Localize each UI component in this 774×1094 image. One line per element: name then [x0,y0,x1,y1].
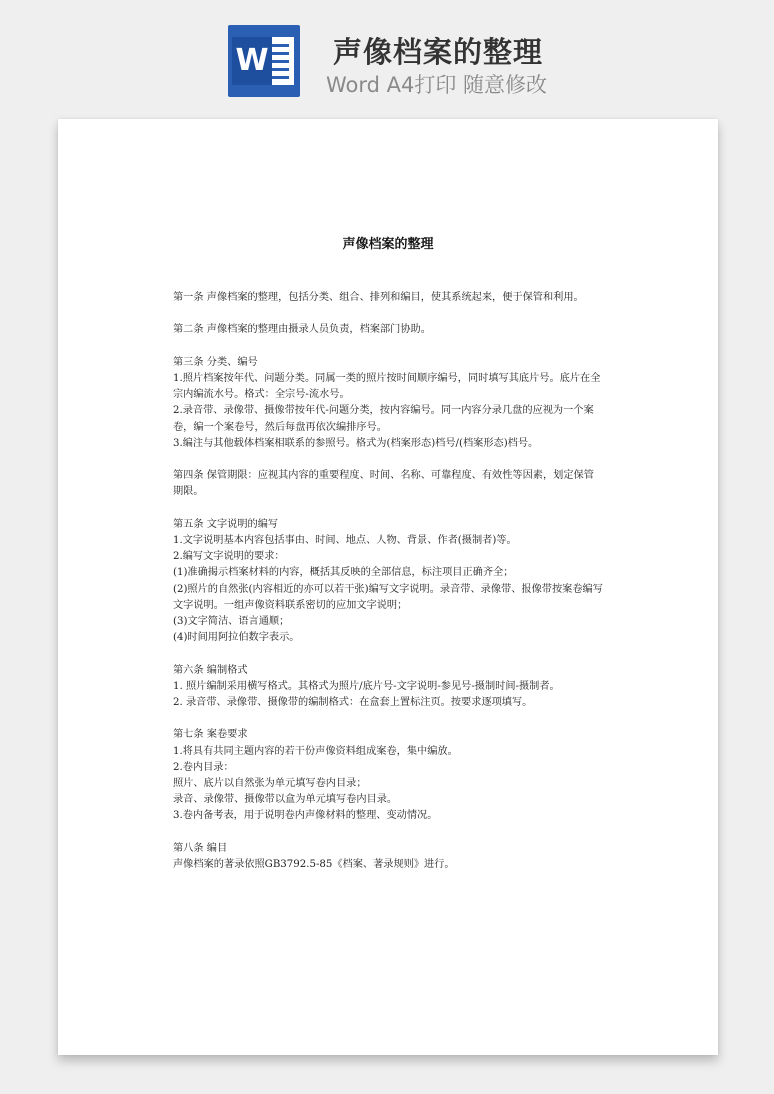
document-paragraph [173,727,603,824]
paragraph-line: 第七条 案卷要求 [173,729,248,741]
paragraph-line: 1.文字说明基本内容包括事由、时间、地点、人物、背景、作者(摄制者)等。 [173,534,517,546]
paragraph-line: 第四条 保管期限：应视其内容的重要程度、时间、名称、可靠程度、有效性等因素，划定保管期限。 [173,470,594,498]
document-paragraph [173,355,603,452]
paragraph-line: 第三条 分类、编号 [173,356,258,368]
document-page [58,119,718,1055]
document-paragraph [173,322,603,338]
header-banner [0,0,774,110]
paragraph-line: 3.卷内备考表，用于说明卷内声像材料的整理、变动情况。 [173,810,438,822]
document-body [173,290,603,873]
paragraph-line: 2.录音带、录像带、摄像带按年代-问题分类，按内容编号。同一内容分录几盘的应视为一个案卷，编一个案卷号，然后每盘再依次编排序号。 [173,405,594,433]
paragraph-line: 1.将具有共同主题内容的若干份声像资料组成案卷，集中编放。 [173,745,458,757]
paragraph-line: (2)照片的自然张(内容相近的亦可以若干张)编写文字说明。录音带、录像带、报像带按案卷编写文字说明。一组声像资料联系密切的应加文字说明； [173,583,603,611]
text-line-icon [269,44,289,47]
document-paragraph [173,663,603,712]
paragraph-line: (4)时间用阿拉伯数字表示。 [173,632,300,644]
paragraph-line: 第八条 编目 [173,842,228,854]
paragraph-line: 第五条 文字说明的编写 [173,518,279,530]
document-title: 声像档案的整理 [342,237,434,252]
text-line-icon [269,76,289,79]
paragraph-line: 3.编注与其他载体档案相联系的参照号。格式为(档案形态)档号/(档案形态)档号。 [173,437,539,449]
paragraph-line: 第六条 编制格式 [173,664,248,676]
paragraph-line: (1)准确揭示档案材料的内容，概括其反映的全部信息，标注项目正确齐全； [173,567,514,579]
text-line-icon [269,52,289,55]
banner-title: 声像档案的整理 [333,35,544,69]
word-document-icon [228,25,300,97]
paragraph-line: 照片、底片以自然张为单元填写卷内目录； [173,778,367,789]
document-paragraph [173,468,603,500]
paragraph-line: 2.卷内目录： [173,761,234,773]
paragraph-line: 第一条 声像档案的整理，包括分类、组合、排列和编目，使其系统起来，便于保管和利用。 [173,292,584,303]
paragraph-line: 声像档案的著录依照GB3792.5-85《档案、著录规则》进行。 [173,859,455,870]
paragraph-line: 2.编写文字说明的要求： [173,551,285,563]
document-paragraph [173,290,603,306]
document-paragraph [173,841,603,873]
paragraph-line: (3)文字简洁、语言通顺； [173,616,290,627]
document-paragraph [173,517,603,647]
paragraph-line: 2. 录音带、录像带、摄像带的编制格式：在盒套上置标注页。按要求逐项填写。 [173,697,533,708]
paragraph-line: 1.照片档案按年代、问题分类。同属一类的照片按时间顺序编号，同时填写其底片号。底片在全宗内编流水号。格式：全宗号-流水号。 [173,372,601,401]
paragraph-line: 第二条 声像档案的整理由摄录人员负责，档案部门协助。 [173,324,431,336]
text-line-icon [269,68,289,71]
text-line-icon [269,60,289,63]
paragraph-line: 1. 照片编制采用横写格式。其格式为照片/底片号-文字说明-参见号-摄制时间-摄制者。 [173,680,560,692]
word-letter-icon: W [232,37,272,85]
banner-subtitle: Word A4打印 随意修改 [326,73,548,97]
paragraph-line: 录音、录像带、摄像带以盒为单元填写卷内目录。 [173,794,398,806]
